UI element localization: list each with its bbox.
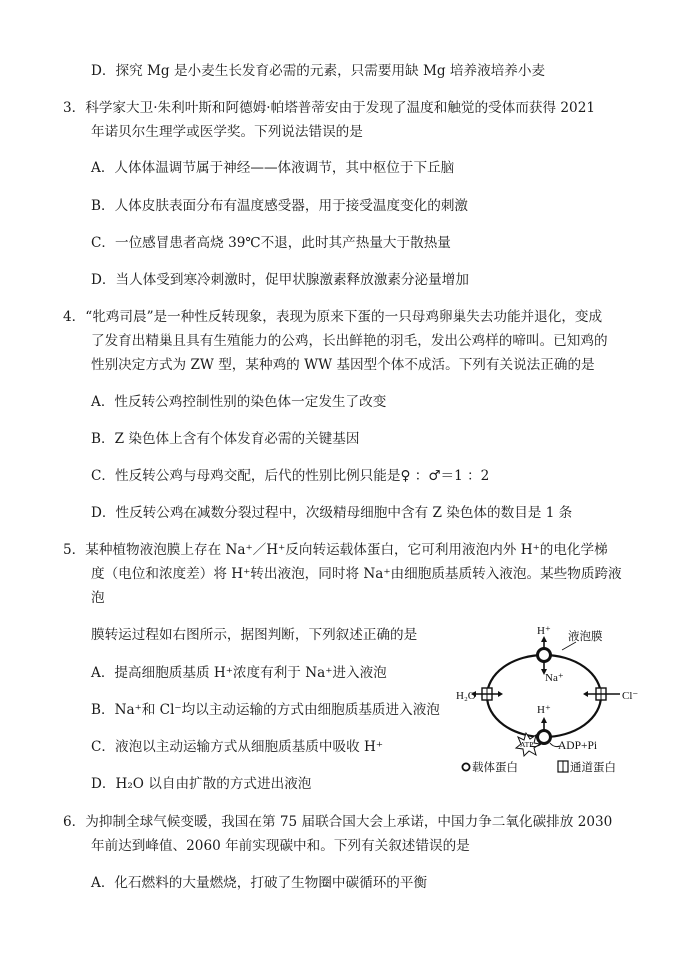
q5-stem-line-2: 度（电位和浓度差）将 H⁺转出液泡，同时将 Na⁺由细胞质基质转入液泡。某些物质跨液: [91, 566, 622, 582]
q3-option-c: C．一位感冒患者高烧 39℃不退，此时其产热量大于散热量: [91, 235, 451, 251]
q5-option-c: C．液泡以主动运输方式从细胞质基质中吸收 H⁺: [91, 739, 384, 755]
q4-option-c: C．性反转公鸡与母鸡交配，后代的性别比例只能是♀ ：♂＝1 ：2: [91, 468, 490, 484]
legend-channel-label: 通道蛋白: [570, 762, 616, 774]
q3-stem-line-1: 3．科学家大卫·朱利叶斯和阿德姆·帕塔普蒂安由于发现了温度和触觉的受体而获得 2021: [63, 100, 595, 116]
q3-option-d: D．当人体受到寒冷刺激时，促甲状腺激素释放激素分泌量增加: [91, 272, 469, 288]
atp-label: ATP: [520, 740, 534, 749]
vacuole-transport-diagram: [458, 622, 658, 774]
q6-stem-line-2: 年前达到峰值、2060 年前实现碳中和。下列有关叙述错误的是: [91, 838, 470, 854]
chloride-channel-right: [583, 688, 620, 700]
q5-stem-line-3: 泡: [91, 590, 105, 606]
h2o-label: H₂O: [456, 690, 476, 702]
q3-stem-line-2: 年诺贝尔生理学或医学奖。下列说法错误的是: [91, 124, 363, 140]
q4-option-b: B．Z 染色体上含有个体发育必需的关键基因: [91, 431, 360, 447]
adp-pi-label: ADP+Pi: [558, 740, 598, 752]
q3-option-a: A．人体体温调节属于神经——体液调节，其中枢位于下丘脑: [91, 160, 455, 176]
membrane-label: 液泡膜: [568, 631, 603, 643]
h-ion-inner-label: H⁺: [537, 704, 551, 716]
cl-ion-label: Cl⁻: [622, 690, 639, 702]
q3-option-b: B．人体皮肤表面分布有温度感受器，用于接受温度变化的刺激: [91, 198, 469, 214]
water-channel-left: [471, 688, 503, 700]
q2-option-d: D．探究 Mg 是小麦生长发育必需的元素，只需要用缺 Mg 培养液培养小麦: [91, 63, 546, 79]
q6-stem-line-1: 6．为抑制全球气候变暖，我国在第 75 届联合国大会上承诺，中国力争二氧化碳排放 2030: [63, 814, 613, 830]
carrier-protein-legend-icon: [462, 763, 469, 770]
q4-stem-line-1: 4．“牝鸡司晨”是一种性反转现象，表现为原来下蛋的一只母鸡卵巢失去功能并退化，变成: [63, 309, 603, 325]
carrier-protein-top: [538, 636, 551, 675]
channel-protein-legend-icon: [558, 761, 568, 772]
q4-option-a: A．性反转公鸡控制性别的染色体一定发生了改变: [91, 394, 387, 410]
q5-stem-line-4: 膜转运过程如右图所示，据图判断，下列叙述正确的是: [91, 627, 418, 643]
q6-option-a: A．化石燃料的大量燃烧，打破了生物圈中碳循环的平衡: [91, 875, 428, 891]
h-ion-top-label: H⁺: [537, 625, 551, 637]
q4-stem-line-2: 了发育出精巢且具有生殖能力的公鸡，长出鲜艳的羽毛，发出公鸡样的啼叫。已知鸡的: [91, 333, 608, 349]
q5-option-b: B．Na⁺和 Cl⁻均以主动运输的方式由细胞质基质进入液泡: [91, 702, 440, 718]
q5-stem-line-1: 5．某种植物液泡膜上存在 Na⁺／H⁺反向转运载体蛋白，它可利用液泡内外 H⁺的电化学梯: [63, 542, 608, 558]
q4-stem-line-3: 性别决定方式为 ZW 型，某种鸡的 WW 基因型个体不成活。下列有关说法正确的是: [91, 357, 595, 373]
q5-option-a: A．提高细胞质基质 H⁺浓度有利于 Na⁺进入液泡: [91, 665, 387, 681]
legend-carrier-label: 载体蛋白: [472, 762, 518, 774]
na-ion-label: Na⁺: [545, 672, 564, 684]
q5-option-d: D．H₂O 以自由扩散的方式进出液泡: [91, 776, 312, 792]
q4-option-d: D．性反转公鸡在减数分裂过程中，次级精母细胞中含有 Z 染色体的数目是 1 条: [91, 505, 573, 521]
